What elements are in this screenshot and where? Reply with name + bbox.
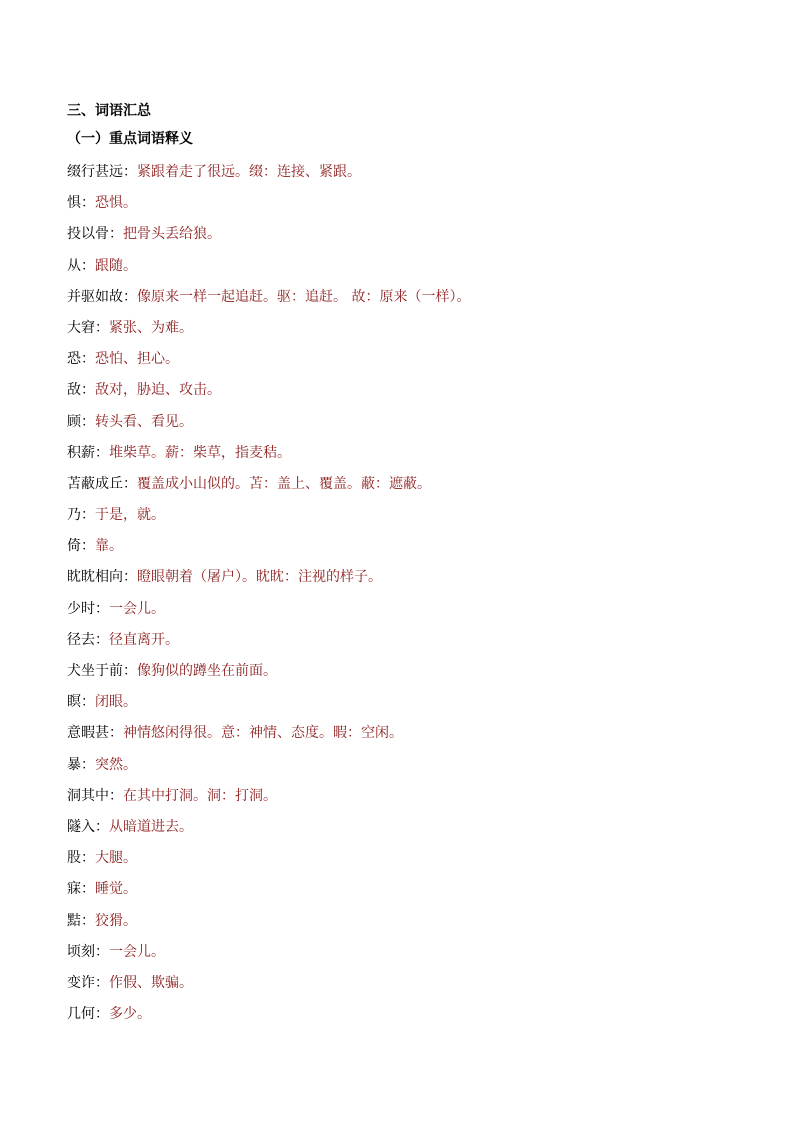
vocabulary-entry bbox=[67, 906, 747, 937]
vocabulary-entry bbox=[67, 157, 747, 188]
entry-term: 并驱如故： bbox=[67, 288, 137, 305]
entry-definition: 像狗似的蹲坐在前面。 bbox=[137, 663, 277, 679]
entry-definition: 狡猾。 bbox=[95, 912, 137, 929]
vocabulary-entry bbox=[67, 219, 747, 250]
vocabulary-entry bbox=[67, 282, 747, 313]
vocabulary-entry bbox=[67, 344, 747, 375]
entry-term: 缀行甚远： bbox=[67, 164, 137, 180]
vocabulary-entry bbox=[67, 531, 747, 562]
entry-definition: 把骨头丢给狼。 bbox=[123, 226, 221, 243]
entry-definition: 大腿。 bbox=[95, 850, 137, 867]
entry-definition: 恐怕、担心。 bbox=[95, 351, 179, 368]
entry-definition: 堆柴草。薪：柴草，指麦秸。 bbox=[109, 444, 291, 461]
document-page bbox=[67, 97, 747, 1030]
entry-definition: 在其中打洞。洞：打洞。 bbox=[123, 787, 277, 804]
entry-definition: 覆盖成小山似的。苫：盖上、覆盖。蔽：遮蔽。 bbox=[137, 475, 431, 492]
entry-definition: 一会儿。 bbox=[109, 600, 165, 617]
vocabulary-entry bbox=[67, 874, 747, 905]
entry-term: 黠： bbox=[67, 912, 95, 929]
entry-definition: 神情悠闲得很。意：神情、态度。暇：空闲。 bbox=[123, 725, 403, 742]
vocabulary-entry bbox=[67, 500, 747, 531]
vocabulary-entry bbox=[67, 407, 747, 438]
entry-definition: 敌对，胁迫、攻击。 bbox=[95, 382, 221, 399]
entry-definition: 睡觉。 bbox=[95, 881, 137, 898]
vocabulary-entry bbox=[67, 781, 747, 812]
entry-definition: 紧张、为难。 bbox=[109, 319, 193, 336]
entry-term: 股： bbox=[67, 850, 95, 867]
entry-definition: 一会儿。 bbox=[109, 943, 165, 960]
vocabulary-entry bbox=[67, 188, 747, 219]
entry-term: 隧入： bbox=[67, 818, 109, 835]
entry-term: 苫蔽成丘： bbox=[67, 475, 137, 492]
entry-term: 倚： bbox=[67, 538, 95, 555]
entry-definition: 瞪眼朝着（屠户）。眈眈：注视的样子。 bbox=[137, 569, 382, 586]
vocabulary-entry bbox=[67, 656, 747, 687]
vocabulary-entry bbox=[67, 843, 747, 874]
vocabulary-entry bbox=[67, 812, 747, 843]
entry-definition: 径直离开。 bbox=[109, 631, 179, 648]
section-title: 三、词语汇总 bbox=[67, 103, 151, 119]
entry-term: 变诈： bbox=[67, 974, 109, 991]
entry-term: 眈眈相向： bbox=[67, 569, 137, 586]
entry-term: 径去： bbox=[67, 631, 109, 648]
vocabulary-entry bbox=[67, 999, 747, 1030]
entry-term: 几何： bbox=[67, 1006, 109, 1023]
entry-definition: 作假、欺骗。 bbox=[109, 974, 193, 991]
entry-term: 大窘： bbox=[67, 319, 109, 336]
entry-definition: 突然。 bbox=[95, 756, 137, 773]
entry-term: 积薪： bbox=[67, 444, 109, 461]
entry-term: 少时： bbox=[67, 600, 109, 617]
entry-term: 意暇甚： bbox=[67, 725, 123, 742]
entry-definition: 跟随。 bbox=[95, 257, 137, 274]
entry-term: 暴： bbox=[67, 756, 95, 773]
subsection-title: （一）重点词语释义 bbox=[67, 131, 193, 147]
vocabulary-entry bbox=[67, 438, 747, 469]
vocabulary-entry bbox=[67, 251, 747, 282]
vocabulary-entry bbox=[67, 968, 747, 999]
vocabulary-entry bbox=[67, 562, 747, 593]
vocabulary-entry bbox=[67, 718, 747, 749]
entry-term: 敌： bbox=[67, 382, 95, 399]
entry-term: 惧： bbox=[67, 195, 95, 212]
vocabulary-entry bbox=[67, 375, 747, 406]
entry-definition: 紧跟着走了很远。缀：连接、紧跟。 bbox=[137, 164, 361, 180]
vocabulary-entry bbox=[67, 469, 747, 500]
entry-definition: 恐惧。 bbox=[95, 195, 137, 212]
entry-term: 犬坐于前： bbox=[67, 663, 137, 679]
entry-term: 乃： bbox=[67, 507, 95, 524]
entry-definition: 从暗道进去。 bbox=[109, 818, 193, 835]
entry-term: 从： bbox=[67, 257, 95, 274]
entry-definition: 靠。 bbox=[95, 538, 123, 555]
vocabulary-entry bbox=[67, 313, 747, 344]
entry-term: 恐： bbox=[67, 351, 95, 368]
vocabulary-list bbox=[67, 157, 747, 1030]
vocabulary-entry bbox=[67, 625, 747, 656]
entry-definition: 转头看、看见。 bbox=[95, 413, 193, 430]
entry-term: 寐： bbox=[67, 881, 95, 898]
entry-term: 瞑： bbox=[67, 694, 95, 711]
entry-definition: 闭眼。 bbox=[95, 694, 137, 711]
vocabulary-entry bbox=[67, 750, 747, 781]
vocabulary-entry bbox=[67, 687, 747, 718]
vocabulary-entry bbox=[67, 594, 747, 625]
entry-term: 顾： bbox=[67, 413, 95, 430]
entry-definition: 于是，就。 bbox=[95, 507, 165, 524]
entry-definition: 多少。 bbox=[109, 1006, 151, 1023]
vocabulary-entry bbox=[67, 937, 747, 968]
entry-term: 投以骨： bbox=[67, 226, 123, 243]
entry-term: 洞其中： bbox=[67, 787, 123, 804]
entry-term: 顷刻： bbox=[67, 943, 109, 960]
entry-definition: 像原来一样一起追赶。驱：追赶。 故：原来（一样）。 bbox=[137, 288, 471, 305]
